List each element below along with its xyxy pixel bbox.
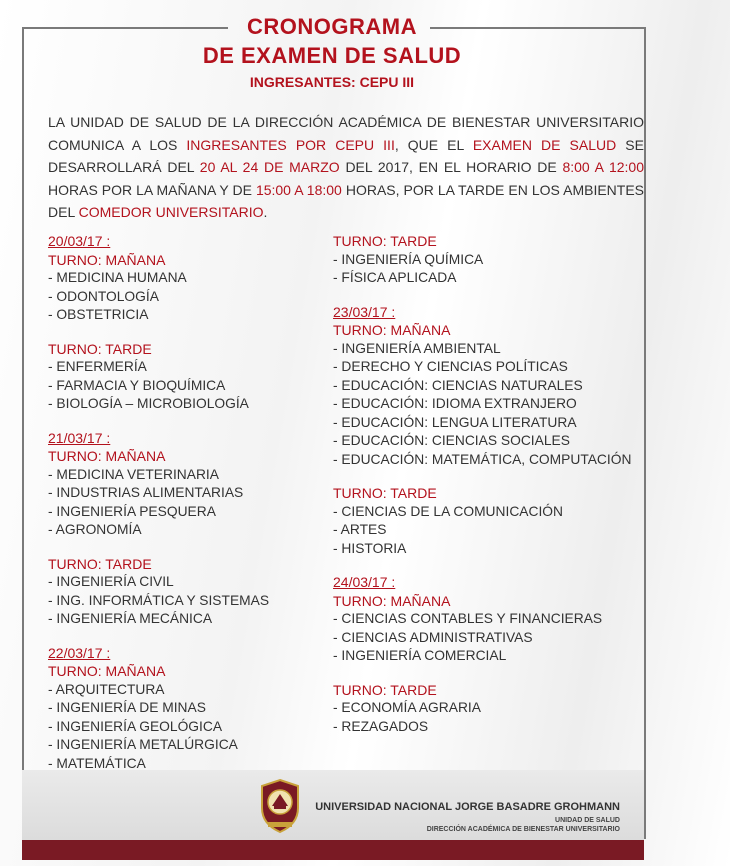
schedule-date: 22/03/17 : bbox=[48, 644, 111, 661]
faculty-item: - MEDICINA HUMANA bbox=[48, 270, 187, 285]
shift-block bbox=[48, 340, 338, 414]
faculty-item: - INDUSTRIAS ALIMENTARIAS bbox=[48, 485, 244, 500]
intro-highlight-afternoon-hours: 15:00 A 18:00 bbox=[255, 181, 342, 198]
intro-text: HORAS, POR LA TARDE EN LOS AMBIENTES DEL bbox=[48, 181, 645, 221]
faculty-item: - MEDICINA VETERINARIA bbox=[48, 466, 219, 482]
shift-block bbox=[333, 232, 643, 288]
faculty-item: - EDUCACIÓN: LENGUA LITERATURA bbox=[333, 414, 577, 430]
intro-text: , QUE EL bbox=[394, 136, 473, 153]
shift-label-afternoon: TURNO: TARDE bbox=[333, 681, 437, 698]
shift-label-morning: TURNO: MAÑANA bbox=[333, 592, 451, 609]
faculty-item: - EDUCACIÓN: MATEMÁTICA, COMPUTACIÓN bbox=[333, 451, 632, 467]
shift-label-afternoon: TURNO: TARDE bbox=[333, 485, 437, 501]
faculty-item: - EDUCACIÓN: IDIOMA EXTRANJERO bbox=[333, 396, 577, 411]
poster-title: CRONOGRAMA bbox=[247, 14, 417, 39]
intro-text: HORAS POR LA MAÑANA Y DE bbox=[48, 181, 256, 198]
shift-label-afternoon: TURNO: TARDE bbox=[48, 555, 152, 572]
faculty-item: - FARMACIA Y BIOQUÍMICA bbox=[48, 377, 226, 393]
faculty-item: - OBSTETRICIA bbox=[48, 307, 149, 322]
poster-subtitle: INGRESANTES: CEPU III bbox=[249, 74, 415, 90]
university-name: UNIVERSIDAD NACIONAL JORGE BASADRE GROHMANN bbox=[315, 801, 620, 813]
faculty-item: - REZAGADOS bbox=[333, 718, 429, 734]
shift-label-morning: TURNO: MAÑANA bbox=[48, 448, 166, 464]
day-block bbox=[48, 429, 338, 540]
faculty-item: - DERECHO Y CIENCIAS POLÍTICAS bbox=[333, 359, 568, 374]
intro-highlight-dates: 20 AL 24 DE MARZO bbox=[199, 159, 340, 176]
faculty-item: - ARTES bbox=[333, 522, 387, 537]
footer-bar bbox=[22, 840, 644, 860]
schedule-left-column bbox=[48, 232, 338, 788]
faculty-item: - INGENIERÍA METALÚRGICA bbox=[48, 737, 238, 752]
intro-text: . bbox=[263, 204, 268, 221]
shift-label-afternoon: TURNO: TARDE bbox=[48, 340, 152, 357]
faculty-item: - INGENIERÍA COMERCIAL bbox=[333, 648, 507, 663]
faculty-item: - ENFERMERÍA bbox=[48, 359, 147, 374]
university-seal-logo bbox=[258, 778, 302, 834]
schedule-date: 21/03/17 : bbox=[48, 429, 111, 446]
day-block bbox=[333, 303, 643, 470]
faculty-item: - AGRONOMÍA bbox=[48, 522, 142, 537]
faculty-item: - INGENIERÍA CIVIL bbox=[48, 574, 174, 589]
shift-block bbox=[333, 484, 643, 558]
faculty-item: - CIENCIAS ADMINISTRATIVAS bbox=[333, 629, 533, 645]
shift-label-morning: TURNO: MAÑANA bbox=[48, 663, 166, 679]
schedule-right-column bbox=[333, 232, 643, 751]
shift-label-morning: TURNO: MAÑANA bbox=[333, 322, 451, 338]
health-unit-name: UNIDAD DE SALUD bbox=[555, 817, 620, 824]
schedule-date: 23/03/17 : bbox=[333, 303, 396, 320]
schedule-date: 24/03/17 : bbox=[333, 574, 396, 590]
day-block bbox=[48, 644, 338, 774]
shift-block bbox=[48, 555, 338, 629]
announcement-paragraph bbox=[48, 111, 644, 224]
faculty-item: - INGENIERÍA DE MINAS bbox=[48, 700, 206, 715]
faculty-item: - EDUCACIÓN: CIENCIAS NATURALES bbox=[333, 377, 583, 393]
faculty-item: - ING. INFORMÁTICA Y SISTEMAS bbox=[48, 592, 270, 608]
faculty-item: - MATEMÁTICA bbox=[48, 755, 146, 771]
faculty-item: - CIENCIAS DE LA COMUNICACIÓN bbox=[333, 503, 563, 519]
faculty-item: - INGENIERÍA PESQUERA bbox=[48, 503, 216, 519]
faculty-item: - BIOLOGÍA – MICROBIOLOGÍA bbox=[48, 396, 249, 411]
schedule-date: 20/03/17 : bbox=[48, 233, 111, 249]
faculty-item: - ARQUITECTURA bbox=[48, 681, 165, 697]
shift-label-morning: TURNO: MAÑANA bbox=[48, 251, 166, 268]
faculty-item: - FÍSICA APLICADA bbox=[333, 270, 457, 285]
intro-highlight-morning-hours: 8:00 A 12:00 bbox=[562, 159, 644, 176]
intro-highlight-ingresantes: INGRESANTES POR CEPU III bbox=[186, 136, 395, 153]
intro-text: DEL 2017, EN EL HORARIO DE bbox=[339, 159, 563, 176]
poster-title-line2: DE EXAMEN DE SALUD bbox=[202, 43, 462, 68]
day-block bbox=[333, 573, 643, 666]
faculty-item: - CIENCIAS CONTABLES Y FINANCIERAS bbox=[333, 611, 603, 626]
intro-highlight-location: COMEDOR UNIVERSITARIO bbox=[78, 204, 264, 221]
direction-name: DIRECCIÓN ACADÉMICA DE BIENESTAR UNIVERSITARIO bbox=[426, 826, 620, 833]
faculty-item: - INGENIERÍA AMBIENTAL bbox=[333, 340, 501, 356]
intro-highlight-examen: EXAMEN DE SALUD bbox=[472, 136, 617, 153]
intro-text: SE DESARROLLARÁ DEL bbox=[48, 136, 644, 176]
shift-label-afternoon: TURNO: TARDE bbox=[333, 233, 437, 249]
shift-block bbox=[333, 681, 643, 737]
faculty-item: - ECONOMÍA AGRARIA bbox=[333, 700, 481, 715]
faculty-item: - INGENIERÍA MECÁNICA bbox=[48, 611, 213, 626]
faculty-item: - EDUCACIÓN: CIENCIAS SOCIALES bbox=[333, 433, 570, 448]
faculty-item: - ODONTOLOGÍA bbox=[48, 288, 159, 304]
faculty-item: - INGENIERÍA GEOLÓGICA bbox=[48, 718, 223, 734]
faculty-item: - INGENIERÍA QUÍMICA bbox=[333, 251, 484, 267]
day-block bbox=[48, 232, 338, 325]
faculty-item: - HISTORIA bbox=[333, 540, 407, 556]
intro-text: LA UNIDAD DE SALUD DE LA DIRECCIÓN ACADÉMICA DE BIENESTAR UNIVERSITARIO COMUNICA A LOS bbox=[48, 114, 644, 153]
